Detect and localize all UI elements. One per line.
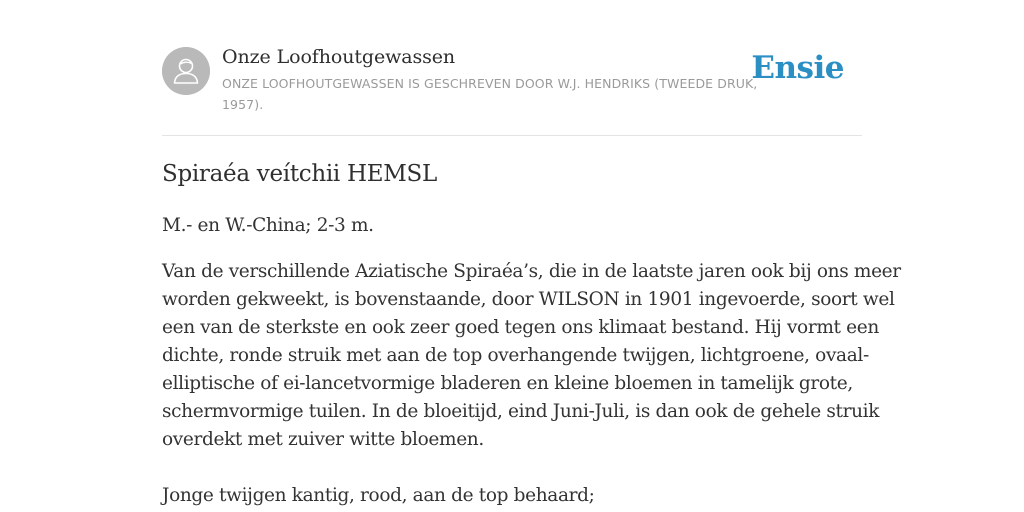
body-line: overdekt met zuiver witte bloemen. xyxy=(162,429,484,450)
article-title: Spiraéa veítchii HEMSL xyxy=(162,161,437,187)
publication-description: ONZE LOOFHOUTGEWASSEN IS GESCHREVEN DOOR W.J. HENDRIKS (TWEEDE DRUK, 1957). xyxy=(222,76,758,112)
body-line: elliptische of ei-lancetvormige bladeren en kleine bloemen in tamelijk grote, xyxy=(162,373,853,394)
body-line: worden gekweekt, is bovenstaande, door WILSON in 1901 ingevoerde, soort wel xyxy=(162,289,895,310)
publication-header xyxy=(162,44,862,136)
ensie-logo[interactable]: Ensie xyxy=(751,50,844,86)
article-body xyxy=(162,258,901,454)
article-next-paragraph: Jonge twijgen kantig, rood, aan de top behaard; xyxy=(162,485,595,506)
body-line: een van de sterkste en ook zeer goed tegen ons klimaat bestand. Hij vormt een xyxy=(162,317,879,338)
user-icon xyxy=(162,47,210,95)
body-line: dichte, ronde struik met aan de top overhangende twijgen, lichtgroene, ovaal- xyxy=(162,345,869,366)
body-line: Van de verschillende Aziatische Spiraéa’s, die in de laatste jaren ook bij ons meer xyxy=(162,261,901,282)
article-content xyxy=(162,158,901,510)
publication-title[interactable]: Onze Loofhoutgewassen xyxy=(222,46,456,68)
article-meta: M.- en W.-China; 2-3 m. xyxy=(162,215,374,236)
body-line: schermvormige tuilen. In de bloeitijd, eind Juni-Juli, is dan ook de gehele struik xyxy=(162,401,880,422)
